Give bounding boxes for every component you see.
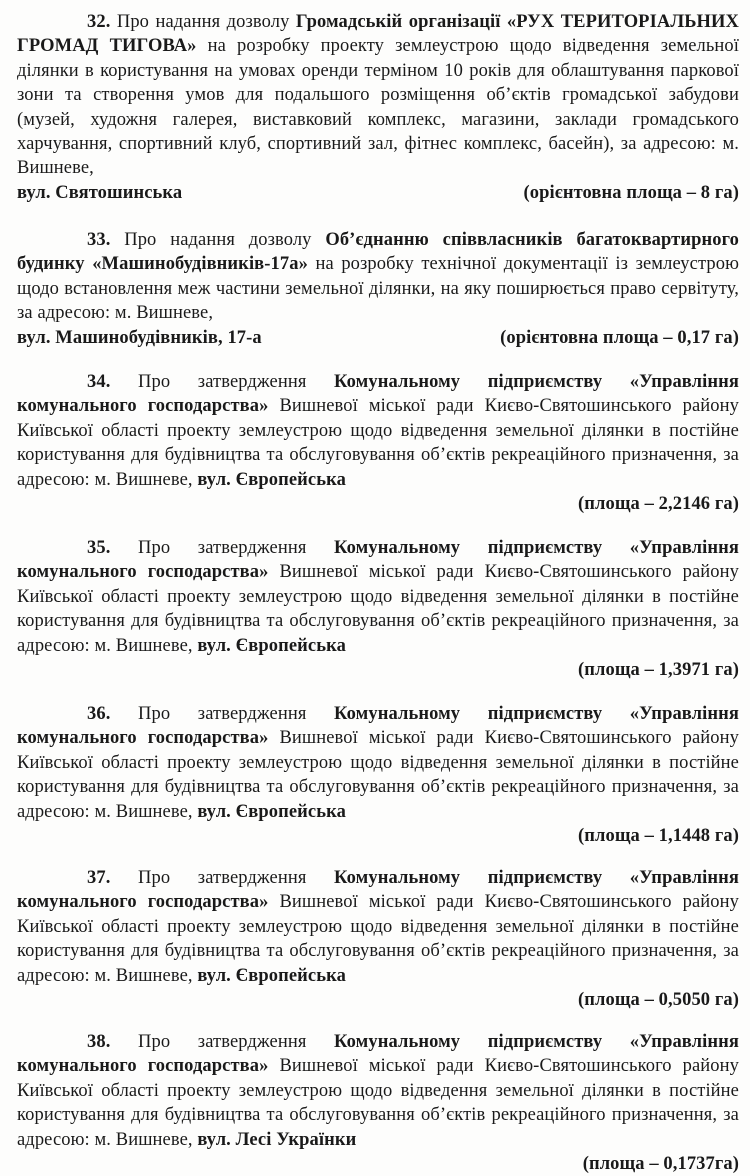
item-organization: Комунальному підприємству «Управління комунального господарства» [17, 868, 739, 913]
item-organization: Громадській організації «РУХ ТЕРИТОРІАЛЬНИХ ГРОМАД ТИГОВА» [17, 12, 739, 57]
item-street: вул. Лесі Українки [197, 1129, 357, 1150]
decision-item-36 [17, 702, 739, 848]
item-street: вул. Європейська [197, 801, 346, 822]
item-area: (орієнтовна площа – 8 га) [523, 182, 739, 203]
item-organization: Комунальному підприємству «Управління комунального господарства» [17, 538, 739, 583]
item-area: (площа – 1,3971 га) [577, 660, 739, 681]
item-street: вул. Європейська [197, 469, 346, 490]
item-pre: Про затвердження [110, 704, 335, 724]
item-pre: Про затвердження [110, 868, 335, 888]
item-pre: Про надання дозволу [110, 12, 296, 32]
item-body: Вишневої міської ради Києво-Святошинського району Київської області проекту землеустрою щодо відведення земельної ділянки в постійне користування для будівництва та обслуговування об’єктів рекреаційного призначення, за адресою: м. Вишневе, [17, 562, 739, 656]
item-area: (орієнтовна площа – 0,17 га) [500, 327, 739, 348]
item-organization: Комунальному підприємству «Управління комунального господарства» [17, 704, 739, 749]
item-organization: Комунальному підприємству «Управління комунального господарства» [17, 1032, 739, 1077]
item-number: 34. [87, 372, 111, 392]
item-area: (площа – 0,5050 га) [577, 990, 739, 1011]
item-street: вул. Європейська [197, 635, 346, 656]
decision-item-37 [17, 866, 739, 1012]
item-area: (площа – 0,1737га) [582, 1154, 739, 1175]
item-area: (площа – 2,2146 га) [577, 494, 739, 515]
item-number: 38. [87, 1032, 111, 1052]
decision-item-32 [17, 10, 739, 205]
item-organization: Об’єднанню співвласників багатоквартирного будинку «Машинобудівників-17а» [17, 230, 739, 275]
decision-item-38 [17, 1030, 739, 1176]
item-body: на розробку технічної документації із землеустрою щодо встановлення меж частини земельної ділянки, на яку поширюється право сервітуту, за адресою: м. Вишневе, [17, 254, 739, 324]
item-organization: Комунальному підприємству «Управління комунального господарства» [17, 372, 739, 417]
item-number: 32. [87, 12, 111, 32]
item-pre: Про надання дозволу [110, 230, 326, 250]
decision-item-35 [17, 536, 739, 682]
item-number: 37. [87, 868, 111, 888]
item-tail [17, 181, 739, 205]
item-pre: Про затвердження [110, 538, 335, 558]
item-number: 33. [87, 230, 111, 250]
item-body: Вишневої міської ради Києво-Святошинського району Київської області проекту землеустрою щодо відведення земельної ділянки в постійне користування для будівництва та обслуговування об’єктів рекреаційного призначення, за адресою: м. Вишневе, [17, 728, 739, 822]
decision-item-33 [17, 228, 739, 350]
item-area: (площа – 1,1448 га) [577, 826, 739, 847]
item-street: вул. Святошинська [17, 182, 183, 203]
item-tail [17, 326, 739, 350]
item-body: Вишневої міської ради Києво-Святошинського району Київської області проекту землеустрою щодо відведення земельної ділянки в постійне користування для будівництва та обслуговування об’єктів рекреаційного призначення, за адресою: м. Вишневе, [17, 892, 739, 986]
item-street: вул. Машинобудівників, 17-а [17, 327, 262, 348]
item-body: на розробку проекту землеустрою щодо відведення земельної ділянки в користування на умовах оренди терміном 10 років для облаштування паркової зони та створення умов для подальшого розміщення об’єктів громадської забудови (музей, художня галерея, виставковий комплекс, магазини, заклади громадського харчування, спортивний клуб, спортивний зал, фітнес комплекс, басейн), за адресою: м. Вишневе, [17, 36, 740, 179]
item-pre: Про затвердження [110, 1032, 335, 1052]
item-number: 36. [87, 704, 111, 724]
item-body: Вишневої міської ради Києво-Святошинського району Київської області проекту землеустрою щодо відведення земельної ділянки в постійне користування для будівництва та обслуговування об’єктів рекреаційного призначення, за адресою: м. Вишневе, [17, 1056, 739, 1150]
item-pre: Про затвердження [110, 372, 335, 392]
decision-item-34 [17, 370, 739, 516]
item-body: Вишневої міської ради Києво-Святошинського району Київської області проекту землеустрою щодо відведення земельної ділянки в постійне користування для будівництва та обслуговування об’єктів рекреаційного призначення, за адресою: м. Вишневе, [17, 396, 739, 490]
item-number: 35. [87, 538, 111, 558]
item-street: вул. Європейська [197, 965, 346, 986]
